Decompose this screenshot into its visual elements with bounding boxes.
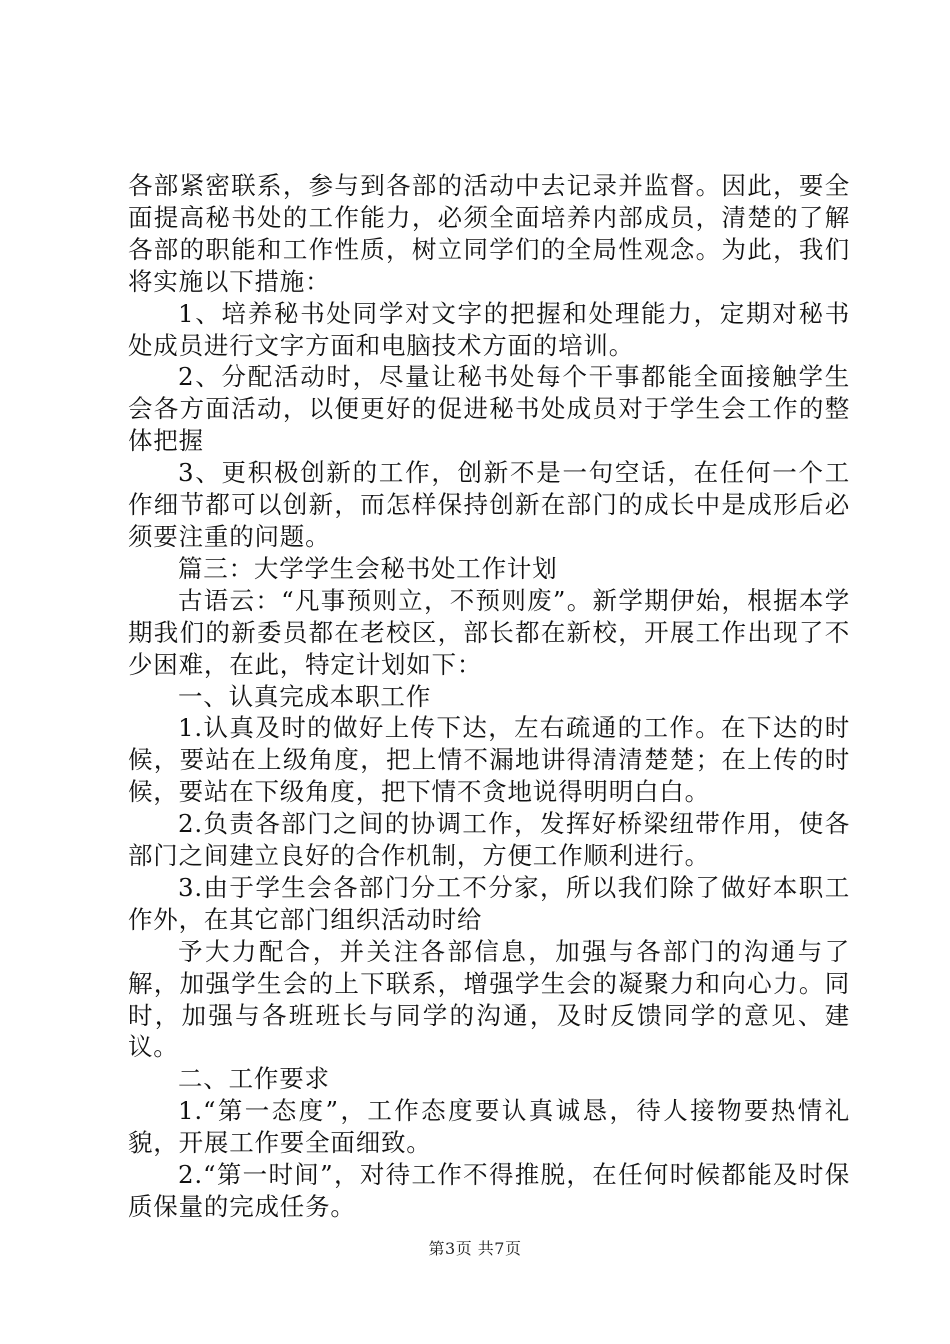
paragraph: 予大力配合，并关注各部信息，加强与各部门的沟通与了解，加强学生会的上下联系，增强学生会的凝聚力和向心力。同时，加强与各班班长与同学的沟通，及时反馈同学的意见、建议。 <box>128 936 850 1062</box>
paragraph: 3、更积极创新的工作，创新不是一句空话，在任何一个工作细节都可以创新，而怎样保持创新在部门的成长中是成形后必须要注重的问题。 <box>128 458 850 551</box>
page-footer: 第3页 共7页 <box>428 1239 522 1258</box>
paragraph: 1.“第一态度”，工作态度要认真诚恳，待人接物要热情礼貌，开展工作要全面细致。 <box>128 1096 850 1158</box>
paragraph: 2.负责各部门之间的协调工作，发挥好桥梁纽带作用，使各部门之间建立良好的合作机制，方便工作顺利进行。 <box>128 809 850 871</box>
section-heading: 二、工作要求 <box>178 1064 330 1094</box>
document-body <box>128 170 850 1223</box>
paragraph: 2、分配活动时，尽量让秘书处每个干事都能全面接触学生会各方面活动，以便更好的促进秘书处成员对于学生会工作的整体把握 <box>128 362 850 456</box>
paragraph: 1.认真及时的做好上传下达，左右疏通的工作。在下达的时候，要站在上级角度，把上情不漏地讲得清清楚楚；在上传的时候，要站在下级角度，把下情不贪地说得明明白白。 <box>128 713 850 807</box>
paragraph: 2.“第一时间”，对待工作不得推脱，在任何时候都能及时保质保量的完成任务。 <box>128 1160 850 1221</box>
paragraph: 各部紧密联系，参与到各部的活动中去记录并监督。因此，要全面提高秘书处的工作能力，必须全面培养内部成员，清楚的了解各部的职能和工作性质，树立同学们的全局性观念。为此，我们将实施以下措施： <box>128 171 850 296</box>
section-heading: 篇三：大学学生会秘书处工作计划 <box>178 553 558 583</box>
section-heading: 一、认真完成本职工作 <box>178 681 431 711</box>
paragraph: 古语云：“凡事预则立，不预则废”。新学期伊始，根据本学期我们的新委员都在老校区，部长都在新校，开展工作出现了不少困难，在此，特定计划如下： <box>128 585 850 679</box>
paragraph: 1、培养秘书处同学对文字的把握和处理能力，定期对秘书处成员进行文字方面和电脑技术方面的培训。 <box>128 298 850 360</box>
paragraph: 3.由于学生会各部门分工不分家，所以我们除了做好本职工作外，在其它部门组织活动时给 <box>128 872 850 934</box>
